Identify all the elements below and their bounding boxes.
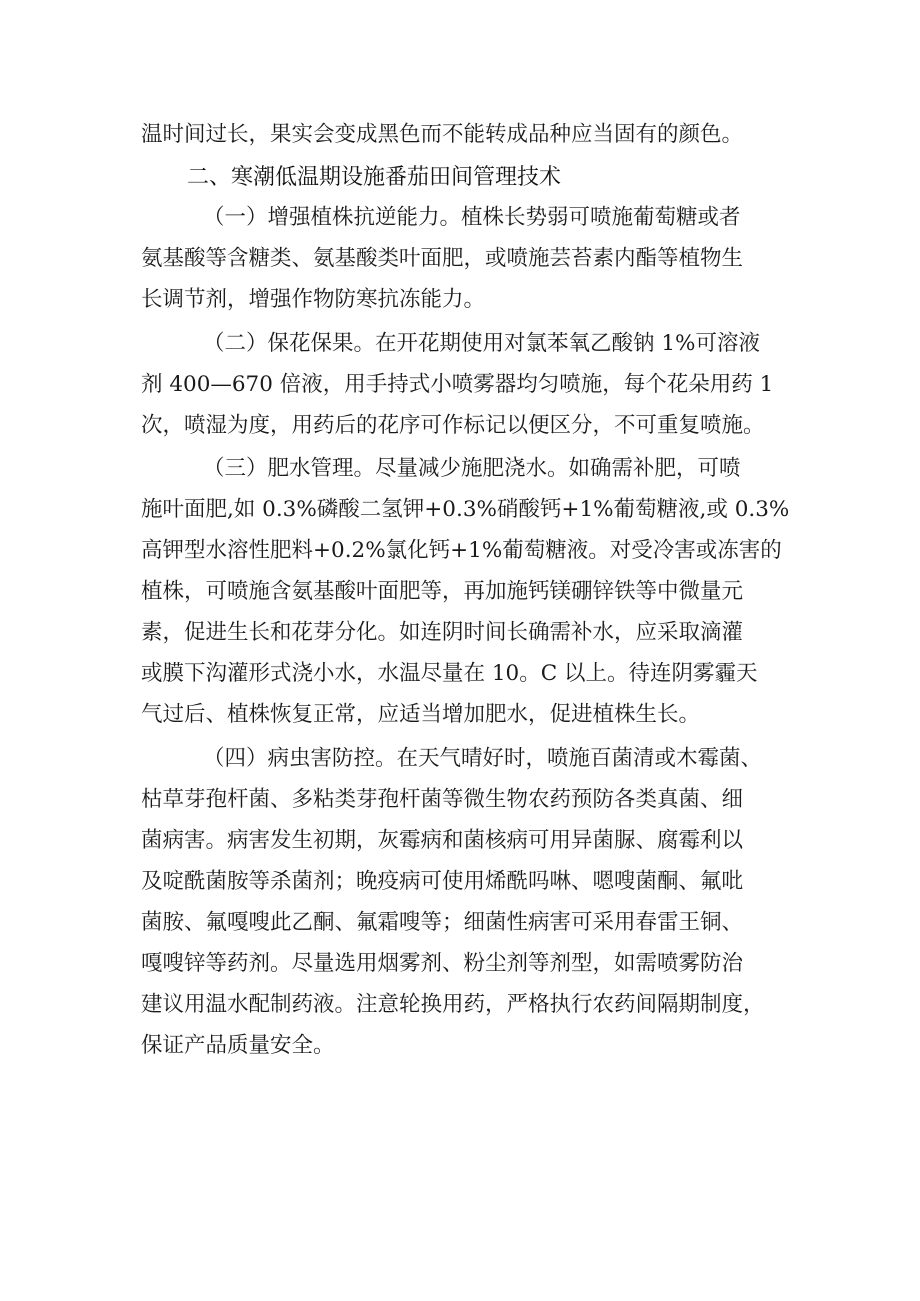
paragraph-line: 剂 400—670 倍液，用手持式小喷雾器均匀喷施，每个花朵用药 1 — [141, 372, 774, 397]
paragraph-line: 嘎嗖锌等药剂。尽量选用烟雾剂、粉尘剂等剂型，如需喷雾防治 — [141, 951, 744, 976]
paragraph-line: 长调节剂，增强作物防寒抗冻能力。 — [141, 287, 486, 312]
intro-fragment: 温时间过长，果实会变成黑色而不能转成品种应当固有的颜色。 — [141, 122, 744, 147]
paragraph-line: 素，促进生长和花芽分化。如连阴时间长确需补水，应采取滴灌 — [141, 620, 744, 645]
paragraph-line: （三）肥水管理。尽量减少施肥浇水。如确需补肥，可喷 — [203, 456, 741, 481]
section-heading: 二、寒潮低温期设施番茄田间管理技术 — [187, 165, 562, 190]
paragraph-line: （四）病虫害防控。在天气晴好时，喷施百菌清或木霉菌、 — [203, 746, 763, 771]
paragraph-line: 枯草芽孢杆菌、多粘类芽孢杆菌等微生物农药预防各类真菌、细 — [141, 787, 744, 812]
paragraph-line: 植株，可喷施含氨基酸叶面肥等，再加施钙镁硼锌铁等中微量元 — [141, 579, 744, 604]
paragraph-line: 次，喷湿为度，用药后的花序可作标记以便区分，不可重复喷施。 — [141, 413, 765, 438]
paragraph-line: （一）增强植株抗逆能力。植株长势弱可喷施葡萄糖或者 — [203, 205, 741, 230]
paragraph-line: 及啶酰菌胺等杀菌剂；晚疫病可使用烯酰吗啉、嗯嗖菌酮、氟吡 — [141, 869, 744, 894]
paragraph-line: 气过后、植株恢复正常，应适当增加肥水，促进植株生长。 — [141, 702, 701, 727]
paragraph-line: 氨基酸等含糖类、氨基酸类叶面肥，或喷施芸苔素内酯等植物生 — [141, 246, 744, 271]
paragraph-line: 高钾型水溶性肥料+0.2%氯化钙+1%葡萄糖液。对受冷害或冻害的 — [141, 538, 782, 563]
paragraph-line: 保证产品质量安全。 — [141, 1033, 335, 1058]
paragraph-line: 或膜下沟灌形式浇小水，水温尽量在 10。C 以上。待连阴雾霾天 — [141, 661, 758, 686]
paragraph-line: 菌胺、氟嘎嗖此乙酮、氟霜嗖等；细菌性病害可采用春雷王铜、 — [141, 910, 744, 935]
paragraph-line: （二）保花保果。在开花期使用对氯苯氧乙酸钠 1%可溶液 — [203, 331, 760, 356]
paragraph-line: 菌病害。病害发生初期，灰霉病和菌核病可用异菌脲、腐霉利以 — [141, 828, 744, 853]
paragraph-line: 建议用温水配制药液。注意轮换用药，严格执行农药间隔期制度， — [141, 992, 765, 1017]
paragraph-line: 施叶面肥,如 0.3%磷酸二氢钾+0.3%硝酸钙+1%葡萄糖液,或 0.3% — [141, 497, 790, 522]
